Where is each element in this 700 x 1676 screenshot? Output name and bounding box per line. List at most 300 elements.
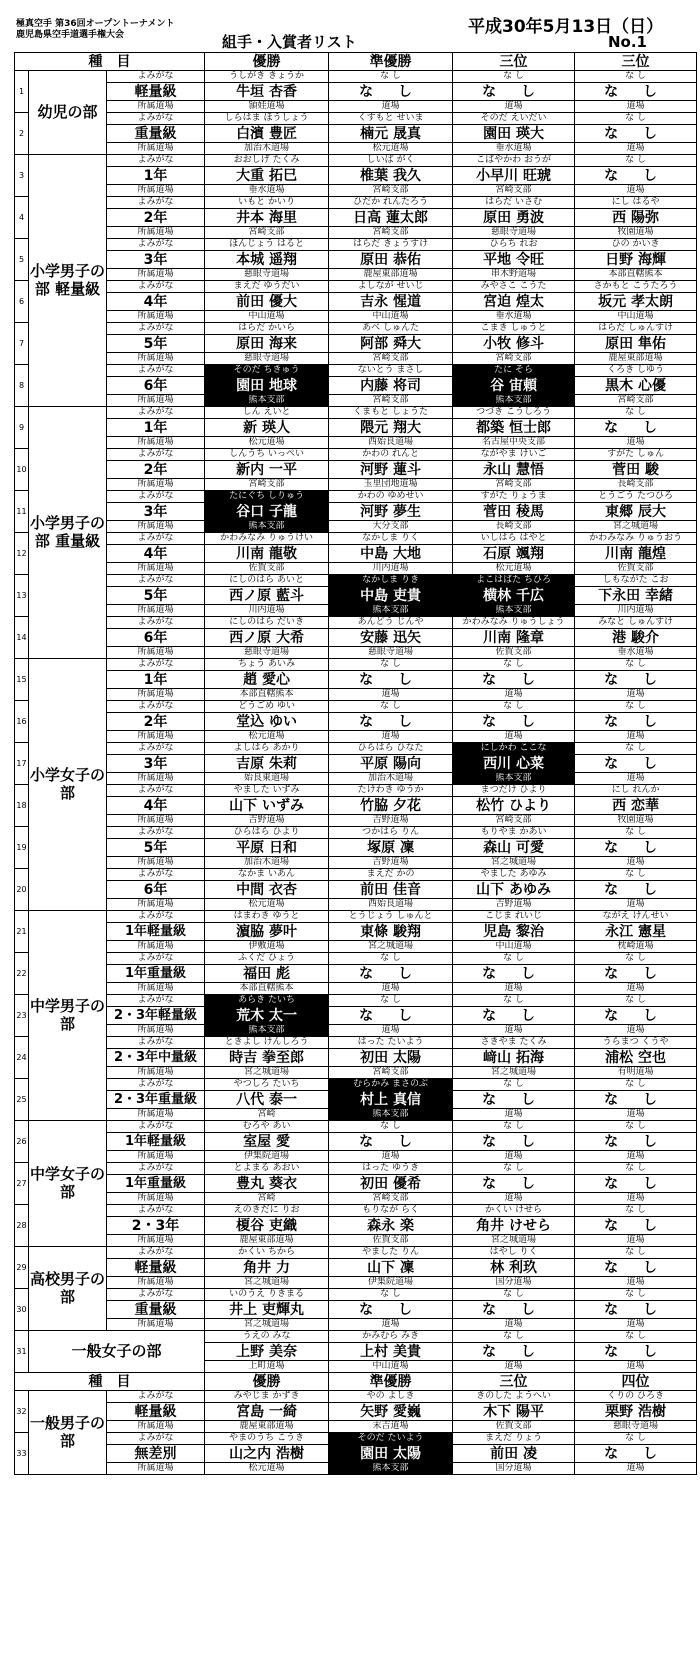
winner-name-place-2: 椎葉 我久 bbox=[329, 167, 453, 185]
yomigana-label: よみがな bbox=[107, 617, 205, 629]
dojo-label: 所属道場 bbox=[107, 1277, 205, 1289]
winner-dojo-place-2: 宮崎支部 bbox=[329, 227, 453, 239]
winner-yomigana-place-3: やました あゆみ bbox=[453, 869, 575, 881]
winner-dojo-place-1: 本部直轄熊本 bbox=[205, 689, 329, 701]
winner-dojo-place-3: 熊本支部 bbox=[453, 605, 575, 617]
yomigana-label: よみがな bbox=[107, 1121, 205, 1133]
entry-row bbox=[15, 143, 697, 155]
winner-yomigana-place-4: な し bbox=[575, 1433, 697, 1445]
winner-yomigana-place-1: ときよし けんしろう bbox=[205, 1037, 329, 1049]
winner-name-place-1: 趙 愛心 bbox=[205, 671, 329, 689]
winner-yomigana-place-1: どうごめ ゆい bbox=[205, 701, 329, 713]
entry-number: 5 bbox=[15, 239, 29, 281]
winner-dojo-place-4: 長崎支部 bbox=[575, 479, 697, 491]
winner-dojo-place-2: 道場 bbox=[329, 101, 453, 113]
winner-name-place-4: 黒木 心優 bbox=[575, 377, 697, 395]
entry-row bbox=[15, 269, 697, 281]
yomigana-label: よみがな bbox=[107, 365, 205, 377]
winner-yomigana-place-1: いもと かいり bbox=[205, 197, 329, 209]
event-name: 4年 bbox=[107, 293, 205, 311]
winner-yomigana-place-3: はやし りく bbox=[453, 1247, 575, 1259]
winner-dojo-place-1: 宮之城道場 bbox=[205, 1067, 329, 1079]
results-body bbox=[15, 53, 697, 1475]
winner-name-place-4: な し bbox=[575, 1445, 697, 1463]
event-name: 2・3年軽量級 bbox=[107, 1007, 205, 1025]
entry-row bbox=[15, 377, 697, 395]
winner-dojo-place-1: 中山道場 bbox=[205, 311, 329, 323]
winner-name-place-3: な し bbox=[453, 713, 575, 731]
entry-number: 11 bbox=[15, 491, 29, 533]
winner-yomigana-place-1: ちょう あいみ bbox=[205, 659, 329, 671]
yomigana-label: よみがな bbox=[107, 911, 205, 923]
entry-row bbox=[15, 125, 697, 143]
winner-yomigana-place-2: むらかみ まさのぶ bbox=[329, 1079, 453, 1091]
winner-yomigana-place-2: つかはら りん bbox=[329, 827, 453, 839]
winner-name-place-3: 小早川 旺琥 bbox=[453, 167, 575, 185]
winner-yomigana-place-2: そのだ たいよう bbox=[329, 1433, 453, 1445]
yomigana-label: よみがな bbox=[107, 533, 205, 545]
dojo-label: 所属道場 bbox=[107, 1421, 205, 1433]
event-name: 無差別 bbox=[107, 1445, 205, 1463]
winner-dojo-place-2: 熊本支部 bbox=[329, 1109, 453, 1121]
dojo-label: 所属道場 bbox=[107, 143, 205, 155]
entry-row bbox=[15, 353, 697, 365]
entry-row bbox=[15, 209, 697, 227]
event-name: 6年 bbox=[107, 377, 205, 395]
yomigana-label: よみがな bbox=[107, 1037, 205, 1049]
winner-name-place-1: 井本 海里 bbox=[205, 209, 329, 227]
winner-dojo-place-2: 宮崎支部 bbox=[329, 353, 453, 365]
entry-number: 17 bbox=[15, 743, 29, 785]
winner-yomigana-place-4: な し bbox=[575, 113, 697, 125]
column-header-place-2: 準優勝 bbox=[329, 53, 453, 71]
championship-name: 鹿児島県空手道選手権大会 bbox=[16, 30, 125, 40]
winner-dojo-place-1: 始良東道場 bbox=[205, 773, 329, 785]
winner-yomigana-place-1: みやじま かずき bbox=[205, 1391, 329, 1403]
winner-dojo-place-4: 有明道場 bbox=[575, 1067, 697, 1079]
winner-dojo-place-3: 慈眼寺道場 bbox=[453, 227, 575, 239]
winner-yomigana-place-2: はらだ きょうすけ bbox=[329, 239, 453, 251]
winner-dojo-place-1: 伊集院道場 bbox=[205, 1151, 329, 1163]
winner-dojo-place-1: 川内道場 bbox=[205, 605, 329, 617]
winner-yomigana-place-1: にしのはら あいと bbox=[205, 575, 329, 587]
winner-name-place-3: な し bbox=[453, 1007, 575, 1025]
column-header-row bbox=[15, 53, 697, 71]
winner-name-place-4: 坂元 孝太朗 bbox=[575, 293, 697, 311]
yomigana-label: よみがな bbox=[107, 1391, 205, 1403]
entry-number: 31 bbox=[15, 1331, 29, 1373]
winner-name-place-4: な し bbox=[575, 1217, 697, 1235]
entry-row bbox=[15, 185, 697, 197]
winner-name-place-1: 谷口 子龍 bbox=[205, 503, 329, 521]
entry-row bbox=[15, 1067, 697, 1079]
winner-name-place-4: 日野 海輝 bbox=[575, 251, 697, 269]
winner-dojo-place-1: 熊本支部 bbox=[205, 1025, 329, 1037]
dojo-label: 所属道場 bbox=[107, 563, 205, 575]
winner-name-place-1: 本城 遥翔 bbox=[205, 251, 329, 269]
column-header-place-1: 優勝 bbox=[205, 1373, 329, 1391]
entry-row bbox=[15, 449, 697, 461]
winner-yomigana-place-1: しらはま ほうしょう bbox=[205, 113, 329, 125]
entry-row bbox=[15, 251, 697, 269]
yomigana-label: よみがな bbox=[107, 701, 205, 713]
event-name: 6年 bbox=[107, 629, 205, 647]
winner-yomigana-place-3: さきやま たくみ bbox=[453, 1037, 575, 1049]
winner-yomigana-place-4: な し bbox=[575, 1121, 697, 1133]
winner-dojo-place-3: 佐賀支部 bbox=[453, 1421, 575, 1433]
winner-dojo-place-4: 道場 bbox=[575, 983, 697, 995]
winner-name-place-3: 木下 陽平 bbox=[453, 1403, 575, 1421]
division-label: 小学男子の部 軽量級 bbox=[29, 155, 107, 407]
winner-name-place-3: 森山 可愛 bbox=[453, 839, 575, 857]
winner-yomigana-place-3: みやさこ こうた bbox=[453, 281, 575, 293]
winner-name-place-4: 下永田 幸緒 bbox=[575, 587, 697, 605]
winner-name-place-2: な し bbox=[329, 1133, 453, 1151]
winner-dojo-place-4: 垂水道場 bbox=[575, 647, 697, 659]
winner-yomigana-place-3: こばやかわ おうが bbox=[453, 155, 575, 167]
dojo-label: 所属道場 bbox=[107, 941, 205, 953]
dojo-label: 所属道場 bbox=[107, 1151, 205, 1163]
dojo-label: 所属道場 bbox=[107, 1235, 205, 1247]
winner-name-place-1: 上野 美奈 bbox=[205, 1343, 329, 1361]
dojo-label: 所属道場 bbox=[107, 815, 205, 827]
winner-yomigana-place-4: うらまつ くうや bbox=[575, 1037, 697, 1049]
event-name: 軽量級 bbox=[107, 1259, 205, 1277]
winner-name-place-3: 児島 黎治 bbox=[453, 923, 575, 941]
winner-name-place-1: 平原 日和 bbox=[205, 839, 329, 857]
winner-yomigana-place-3: たに そら bbox=[453, 365, 575, 377]
winner-yomigana-place-3: にしかわ ここな bbox=[453, 743, 575, 755]
entry-number: 10 bbox=[15, 449, 29, 491]
winner-yomigana-place-3: こじま れいじ bbox=[453, 911, 575, 923]
winner-name-place-2: 河野 夢生 bbox=[329, 503, 453, 521]
winner-name-place-2: 塚原 凜 bbox=[329, 839, 453, 857]
event-name: 5年 bbox=[107, 587, 205, 605]
yomigana-label: よみがな bbox=[107, 281, 205, 293]
entry-row bbox=[15, 1163, 697, 1175]
winner-yomigana-place-4: にし はるや bbox=[575, 197, 697, 209]
winner-dojo-place-1: 宮崎 bbox=[205, 1193, 329, 1205]
winner-yomigana-place-2: はった たいよう bbox=[329, 1037, 453, 1049]
winner-dojo-place-1: 鹿屋東部道場 bbox=[205, 1235, 329, 1247]
winner-dojo-place-4: 道場 bbox=[575, 143, 697, 155]
entry-row bbox=[15, 1319, 697, 1331]
winner-yomigana-place-1: えのきだに りお bbox=[205, 1205, 329, 1217]
winner-name-place-1: 園田 地球 bbox=[205, 377, 329, 395]
winner-yomigana-place-3: よこはばた ちひろ bbox=[453, 575, 575, 587]
winner-yomigana-place-2: な し bbox=[329, 1121, 453, 1133]
winner-dojo-place-3: 宮崎支部 bbox=[453, 479, 575, 491]
winner-name-place-2: な し bbox=[329, 965, 453, 983]
winner-name-place-1: 井上 吏輝丸 bbox=[205, 1301, 329, 1319]
entry-row bbox=[15, 101, 697, 113]
winner-dojo-place-3: 熊本支部 bbox=[453, 773, 575, 785]
dojo-label: 所属道場 bbox=[107, 899, 205, 911]
yomigana-label: よみがな bbox=[107, 1247, 205, 1259]
winner-yomigana-place-3: な し bbox=[453, 1079, 575, 1091]
winner-dojo-place-4: 道場 bbox=[575, 731, 697, 743]
winner-dojo-place-3: 中山道場 bbox=[453, 941, 575, 953]
winner-yomigana-place-1: そのだ ちきゅう bbox=[205, 365, 329, 377]
entry-row bbox=[15, 1247, 697, 1259]
winner-name-place-2: 村上 真信 bbox=[329, 1091, 453, 1109]
yomigana-label: よみがな bbox=[107, 743, 205, 755]
event-name: 3年 bbox=[107, 755, 205, 773]
winner-dojo-place-4: 道場 bbox=[575, 1025, 697, 1037]
winner-yomigana-place-4: な し bbox=[575, 1289, 697, 1301]
winner-name-place-1: 新 瑛人 bbox=[205, 419, 329, 437]
yomigana-label: よみがな bbox=[107, 995, 205, 1007]
event-name: 3年 bbox=[107, 251, 205, 269]
dojo-label: 所属道場 bbox=[107, 227, 205, 239]
winner-dojo-place-3: 道場 bbox=[453, 1109, 575, 1121]
winner-name-place-4: 浦松 空也 bbox=[575, 1049, 697, 1067]
winner-dojo-place-2: 熊本支部 bbox=[329, 1463, 453, 1475]
winner-name-place-1: 西ノ原 藍斗 bbox=[205, 587, 329, 605]
winner-name-place-1: 堂込 ゆい bbox=[205, 713, 329, 731]
winner-yomigana-place-4: な し bbox=[575, 407, 697, 419]
column-header-place-2: 準優勝 bbox=[329, 1373, 453, 1391]
entry-number: 8 bbox=[15, 365, 29, 407]
winner-name-place-4: 西 恋華 bbox=[575, 797, 697, 815]
entry-number: 2 bbox=[15, 113, 29, 155]
entry-row bbox=[15, 881, 697, 899]
winner-dojo-place-2: 中山道場 bbox=[329, 311, 453, 323]
column-header-place-3: 三位 bbox=[453, 1373, 575, 1391]
column-header-place-3: 三位 bbox=[453, 53, 575, 71]
winner-yomigana-place-2: たけわき ゆうか bbox=[329, 785, 453, 797]
winner-name-place-4: 原田 隼佑 bbox=[575, 335, 697, 353]
entry-row bbox=[15, 1421, 697, 1433]
winner-yomigana-place-2: かみむら みき bbox=[329, 1331, 453, 1343]
entry-row bbox=[15, 113, 697, 125]
winner-name-place-2: 日高 蓮太郎 bbox=[329, 209, 453, 227]
winner-dojo-place-1: 吉野道場 bbox=[205, 815, 329, 827]
column-header-event: 種 目 bbox=[15, 1373, 205, 1391]
tournament-name: 極真空手 第36回オープントーナメント bbox=[16, 19, 175, 29]
winner-name-place-3: な し bbox=[453, 671, 575, 689]
dojo-label: 所属道場 bbox=[107, 1463, 205, 1475]
division-label: 幼児の部 bbox=[29, 71, 107, 155]
entry-row bbox=[15, 365, 697, 377]
winner-yomigana-place-4: な し bbox=[575, 743, 697, 755]
winner-yomigana-place-1: やました いずみ bbox=[205, 785, 329, 797]
winner-dojo-place-2: 宮崎支部 bbox=[329, 1193, 453, 1205]
entry-row bbox=[15, 407, 697, 419]
winner-yomigana-place-3: な し bbox=[453, 1289, 575, 1301]
entry-row bbox=[15, 1091, 697, 1109]
entry-row bbox=[15, 239, 697, 251]
winner-dojo-place-4: 道場 bbox=[575, 857, 697, 869]
winner-name-place-4: 永江 憲星 bbox=[575, 923, 697, 941]
winner-yomigana-place-1: やつしろ たいち bbox=[205, 1079, 329, 1091]
winner-dojo-place-2: 道場 bbox=[329, 1319, 453, 1331]
entry-row bbox=[15, 1463, 697, 1475]
yomigana-label: よみがな bbox=[107, 1163, 205, 1175]
winner-yomigana-place-4: くろき しゆう bbox=[575, 365, 697, 377]
event-name: 1年 bbox=[107, 671, 205, 689]
winner-yomigana-place-2: なかしま りく bbox=[329, 533, 453, 545]
dojo-label: 所属道場 bbox=[107, 731, 205, 743]
entry-row bbox=[15, 71, 697, 83]
winner-name-place-3: 林 利玖 bbox=[453, 1259, 575, 1277]
entry-row bbox=[15, 899, 697, 911]
winner-name-place-4: な し bbox=[575, 125, 697, 143]
winner-name-place-2: 吉永 惺道 bbox=[329, 293, 453, 311]
entry-number: 21 bbox=[15, 911, 29, 953]
winner-dojo-place-3: 長崎支部 bbox=[453, 521, 575, 533]
winner-name-place-4: 川南 龍煌 bbox=[575, 545, 697, 563]
winner-dojo-place-3: 道場 bbox=[453, 1025, 575, 1037]
winner-dojo-place-3: 垂水道場 bbox=[453, 143, 575, 155]
winner-dojo-place-4: 道場 bbox=[575, 185, 697, 197]
winner-dojo-place-1: 宮崎 bbox=[205, 1109, 329, 1121]
event-name: 1年軽量級 bbox=[107, 923, 205, 941]
entry-row bbox=[15, 1049, 697, 1067]
winner-dojo-place-1: 加治木道場 bbox=[205, 857, 329, 869]
winner-dojo-place-3: 宮崎支部 bbox=[453, 185, 575, 197]
winner-name-place-3: 永山 慧悟 bbox=[453, 461, 575, 479]
winner-yomigana-place-3: な し bbox=[453, 701, 575, 713]
winner-name-place-3: 宮迫 煌太 bbox=[453, 293, 575, 311]
dojo-label: 所属道場 bbox=[107, 185, 205, 197]
winner-dojo-place-4: 宮之城道場 bbox=[575, 521, 697, 533]
winner-yomigana-place-2: くまもと しょうた bbox=[329, 407, 453, 419]
winner-dojo-place-2: 西始良道場 bbox=[329, 437, 453, 449]
winner-name-place-4: 港 駿介 bbox=[575, 629, 697, 647]
winner-dojo-place-3: 吉野道場 bbox=[453, 899, 575, 911]
entry-number: 13 bbox=[15, 575, 29, 617]
entry-row bbox=[15, 587, 697, 605]
page-number: No.1 bbox=[608, 33, 647, 51]
yomigana-label: よみがな bbox=[107, 827, 205, 839]
dojo-label: 所属道場 bbox=[107, 437, 205, 449]
winner-name-place-1: 牛垣 杏香 bbox=[205, 83, 329, 101]
winner-name-place-2: 初田 優希 bbox=[329, 1175, 453, 1193]
page-title: 組手・入賞者リスト bbox=[222, 33, 357, 51]
winner-yomigana-place-1: うしがき きょうか bbox=[205, 71, 329, 83]
event-name: 重量級 bbox=[107, 1301, 205, 1319]
entry-number: 22 bbox=[15, 953, 29, 995]
winner-dojo-place-2: 宮崎支部 bbox=[329, 395, 453, 407]
entry-row bbox=[15, 671, 697, 689]
winner-yomigana-place-1: しん えいと bbox=[205, 407, 329, 419]
winner-yomigana-place-4: みなと しゅんすけ bbox=[575, 617, 697, 629]
event-name: 2年 bbox=[107, 713, 205, 731]
winner-dojo-place-3: 宮之城道場 bbox=[453, 1067, 575, 1079]
winner-yomigana-place-1: うえの みな bbox=[205, 1331, 329, 1343]
winner-yomigana-place-2: なかしま りき bbox=[329, 575, 453, 587]
winner-name-place-3: 園田 瑛大 bbox=[453, 125, 575, 143]
winner-yomigana-place-4: ながえ けんせい bbox=[575, 911, 697, 923]
event-name: 1年 bbox=[107, 167, 205, 185]
yomigana-label: よみがな bbox=[107, 491, 205, 503]
winner-name-place-4: な し bbox=[575, 167, 697, 185]
entry-row bbox=[15, 773, 697, 785]
entry-row bbox=[15, 311, 697, 323]
winner-yomigana-place-1: ひらはら ひより bbox=[205, 827, 329, 839]
winner-dojo-place-2: 鹿屋東部道場 bbox=[329, 269, 453, 281]
winner-name-place-2: 中島 大地 bbox=[329, 545, 453, 563]
event-name: 軽量級 bbox=[107, 1403, 205, 1421]
division-label: 中学女子の部 bbox=[29, 1121, 107, 1247]
division-label: 中学男子の部 bbox=[29, 911, 107, 1121]
winner-yomigana-place-1: おおしげ たくみ bbox=[205, 155, 329, 167]
winner-name-place-2: な し bbox=[329, 1301, 453, 1319]
entry-row bbox=[15, 1259, 697, 1277]
winner-yomigana-place-4: な し bbox=[575, 995, 697, 1007]
entry-row bbox=[15, 1301, 697, 1319]
winner-dojo-place-2: 道場 bbox=[329, 1151, 453, 1163]
winner-dojo-place-4: 枕崎道場 bbox=[575, 941, 697, 953]
event-name: 4年 bbox=[107, 797, 205, 815]
event-date: 平成30年5月13日（日） bbox=[468, 17, 664, 37]
entry-row bbox=[15, 941, 697, 953]
entry-row bbox=[15, 797, 697, 815]
winner-name-place-3: 西川 心菜 bbox=[453, 755, 575, 773]
winner-name-place-2: な し bbox=[329, 713, 453, 731]
winner-yomigana-place-1: しんうち いっぺい bbox=[205, 449, 329, 461]
entry-row bbox=[15, 1235, 697, 1247]
entry-row bbox=[15, 617, 697, 629]
entry-row bbox=[15, 461, 697, 479]
event-name: 4年 bbox=[107, 545, 205, 563]
winner-yomigana-place-2: な し bbox=[329, 71, 453, 83]
yomigana-label: よみがな bbox=[107, 1079, 205, 1091]
winner-dojo-place-3: 道場 bbox=[453, 1151, 575, 1163]
event-name: 1年 bbox=[107, 419, 205, 437]
winner-dojo-place-1: 松元道場 bbox=[205, 731, 329, 743]
winner-dojo-place-2: 加治木道場 bbox=[329, 773, 453, 785]
winner-name-place-2: な し bbox=[329, 83, 453, 101]
winner-name-place-2: 上村 美貴 bbox=[329, 1343, 453, 1361]
entry-row bbox=[15, 731, 697, 743]
winner-yomigana-place-3: はらだ いさむ bbox=[453, 197, 575, 209]
yomigana-label: よみがな bbox=[107, 953, 205, 965]
column-header-place-4: 四位 bbox=[575, 1373, 697, 1391]
dojo-label: 所属道場 bbox=[107, 395, 205, 407]
winner-dojo-place-2: 伊集院道場 bbox=[329, 1277, 453, 1289]
winner-dojo-place-2: 松元道場 bbox=[329, 143, 453, 155]
yomigana-label: よみがな bbox=[107, 785, 205, 797]
winner-yomigana-place-4: とうごう たつひろ bbox=[575, 491, 697, 503]
winner-yomigana-place-1: なかま いあん bbox=[205, 869, 329, 881]
winner-name-place-1: 山下 いずみ bbox=[205, 797, 329, 815]
entry-row bbox=[15, 647, 697, 659]
entry-row bbox=[15, 521, 697, 533]
winner-yomigana-place-4: な し bbox=[575, 659, 697, 671]
winner-name-place-2: な し bbox=[329, 671, 453, 689]
winner-dojo-place-3: 垂水道場 bbox=[453, 311, 575, 323]
winner-yomigana-place-2: ひだか れんたろう bbox=[329, 197, 453, 209]
event-name: 5年 bbox=[107, 839, 205, 857]
winner-yomigana-place-3: すがた りょうま bbox=[453, 491, 575, 503]
winner-name-place-2: 平原 陽向 bbox=[329, 755, 453, 773]
entry-row bbox=[15, 335, 697, 353]
winner-yomigana-place-4: しもながた こお bbox=[575, 575, 697, 587]
winner-name-place-3: 平地 令旺 bbox=[453, 251, 575, 269]
winner-yomigana-place-3: もりやま かあい bbox=[453, 827, 575, 839]
winner-name-place-3: 前田 凌 bbox=[453, 1445, 575, 1463]
dojo-label: 所属道場 bbox=[107, 773, 205, 785]
winner-name-place-4: な し bbox=[575, 881, 697, 899]
winner-name-place-4: な し bbox=[575, 671, 697, 689]
winner-dojo-place-3: 宮崎支部 bbox=[453, 815, 575, 827]
winner-name-place-4: な し bbox=[575, 419, 697, 437]
entry-row bbox=[15, 1133, 697, 1151]
winner-name-place-3: 山下 あゆみ bbox=[453, 881, 575, 899]
entry-row bbox=[15, 1217, 697, 1235]
